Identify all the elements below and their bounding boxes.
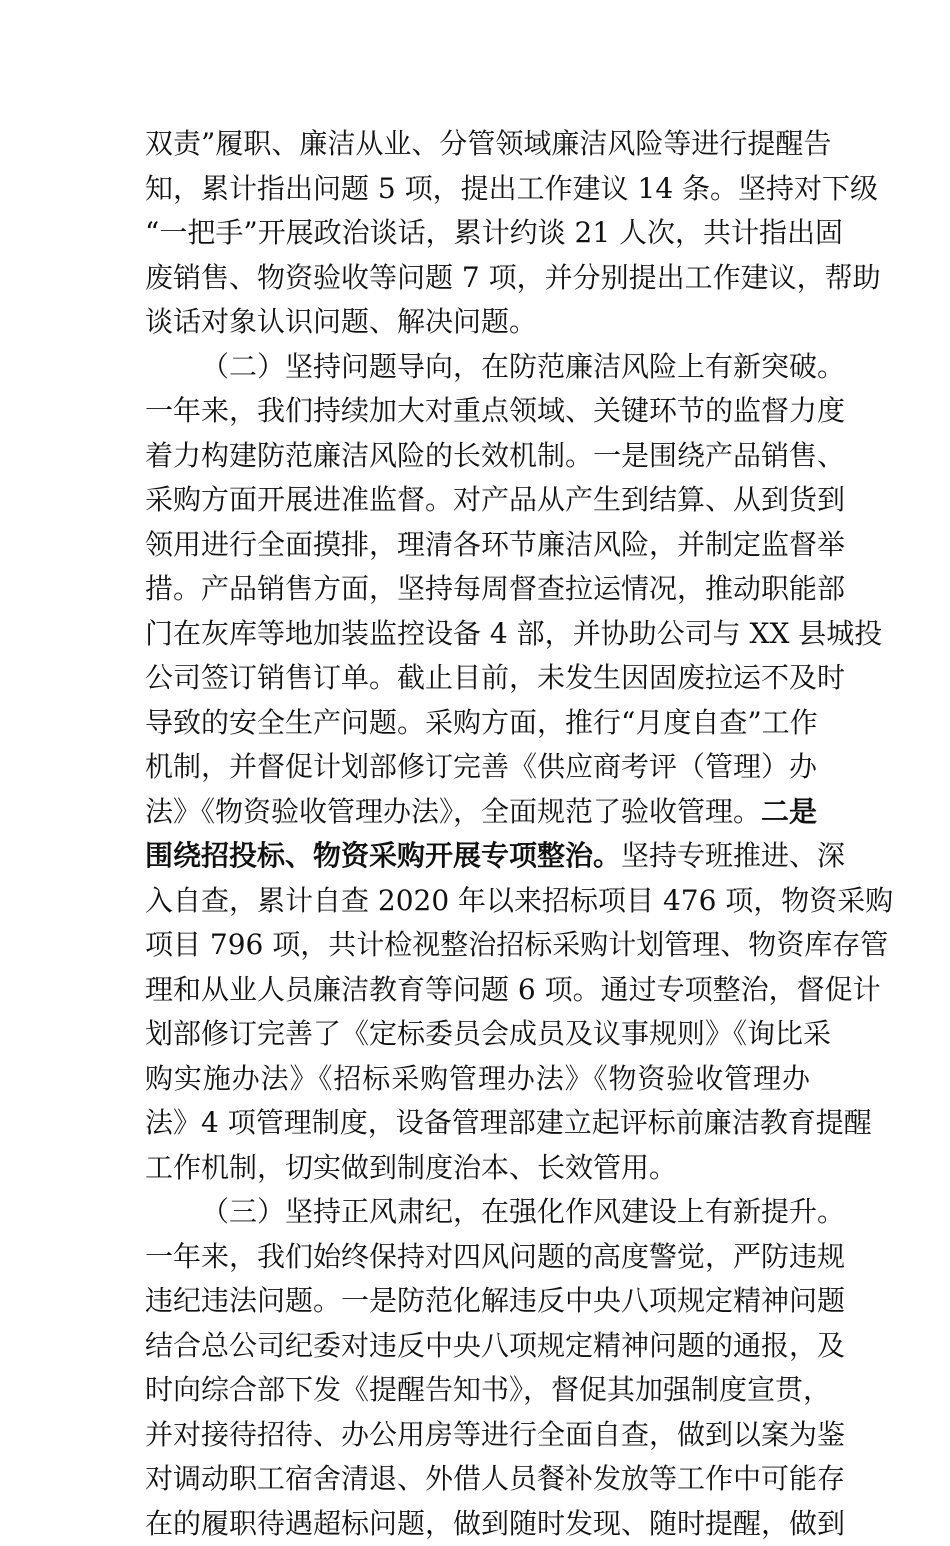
paragraph-line <box>145 1101 810 1146</box>
paragraph-line <box>145 1413 810 1458</box>
text-segment: 划部修订完善了《定标委员会成员及议事规则》《询比采 <box>145 1017 831 1050</box>
paragraph-line <box>145 122 810 167</box>
text-segment: 机制，并督促计划部修订完善《供应商考评（管理）办 <box>145 750 817 783</box>
text-segment: 废销售、物资验收等问题 7 项，并分别提出工作建议，帮助 <box>145 261 881 294</box>
paragraph-line <box>145 834 810 879</box>
section-heading-line <box>145 1190 810 1235</box>
text-segment: 时向综合部下发《提醒告知书》，督促其加强制度宣贯， <box>145 1373 831 1406</box>
text-segment: 双责”履职、廉洁从业、分管领域廉洁风险等进行提醒告 <box>145 127 831 160</box>
paragraph-line <box>145 1057 810 1102</box>
text-segment: 违纪违法问题。一是防范化解违反中央八项规定精神问题 <box>145 1284 845 1317</box>
text-segment: 领用进行全面摸排，理清各环节廉洁风险，并制定监督举 <box>145 528 845 561</box>
text-segment: 对调动职工宿舍清退、外借人员餐补发放等工作中可能存 <box>145 1462 845 1495</box>
paragraph-line <box>145 656 810 701</box>
text-segment: 项目 796 项，共计检视整治招标采购计划管理、物资库存管 <box>145 928 888 961</box>
text-segment: “一把手”开展政治谈话，累计约谈 21 人次，共计指出固 <box>145 216 843 249</box>
paragraph-line <box>145 1012 810 1057</box>
text-segment: 结合总公司纪委对违反中央八项规定精神问题的通报，及 <box>145 1329 845 1362</box>
paragraph-line <box>145 389 810 434</box>
text-segment: 工作机制，切实做到制度治本、长效管用。 <box>145 1151 677 1184</box>
text-segment: 公司签订销售订单。截止目前，未发生因固废拉运不及时 <box>145 661 845 694</box>
paragraph-line <box>145 968 810 1013</box>
paragraph-line <box>145 523 810 568</box>
text-segment: 采购方面开展进准监督。对产品从产生到结算、从到货到 <box>145 483 845 516</box>
bold-text: 围绕招投标、物资采购开展专项整治。 <box>145 839 621 872</box>
paragraph-line <box>145 790 810 835</box>
text-segment: 门在灰库等地加装监控设备 4 部，并协助公司与 XX 县城投 <box>145 617 882 650</box>
paragraph-line <box>145 434 810 479</box>
text-segment: 购实施办法》《招标采购管理办法》《物资验收管理办 <box>145 1062 810 1095</box>
text-segment: 理和从业人员廉洁教育等问题 6 项。通过专项整治，督促计 <box>145 973 881 1006</box>
paragraph-line <box>145 612 810 657</box>
paragraph-line <box>145 1502 810 1546</box>
text-segment: 在的履职待遇超标问题，做到随时发现、随时提醒，做到 <box>145 1507 845 1540</box>
text-segment: （二）坚持问题导向，在防范廉洁风险上有新突破。 <box>201 350 845 383</box>
paragraph-line <box>145 211 810 256</box>
paragraph-line <box>145 745 810 790</box>
text-segment: 知，累计指出问题 5 项，提出工作建议 14 条。坚持对下级 <box>145 172 878 205</box>
paragraph-line <box>145 701 810 746</box>
paragraph-line <box>145 1279 810 1324</box>
text-segment: 法》《物资验收管理办法》，全面规范了验收管理。 <box>145 795 761 828</box>
text-segment: 一年来，我们始终保持对四风问题的高度警觉，严防违规 <box>145 1240 845 1273</box>
text-segment: 法》4 项管理制度，设备管理部建立起评标前廉洁教育提醒 <box>145 1106 872 1139</box>
paragraph-line <box>145 1368 810 1413</box>
text-segment: 入自查，累计自查 2020 年以来招标项目 476 项，物资采购 <box>145 884 893 917</box>
paragraph-line <box>145 1146 810 1191</box>
paragraph-line <box>145 1235 810 1280</box>
paragraph-line <box>145 1324 810 1369</box>
text-segment: 措。产品销售方面，坚持每周督查拉运情况，推动职能部 <box>145 572 845 605</box>
paragraph-line <box>145 879 810 924</box>
text-segment: 一年来，我们持续加大对重点领域、关键环节的监督力度 <box>145 394 845 427</box>
text-segment: 着力构建防范廉洁风险的长效机制。一是围绕产品销售、 <box>145 439 845 472</box>
paragraph-line <box>145 1457 810 1502</box>
text-segment: 谈话对象认识问题、解决问题。 <box>145 305 537 338</box>
text-segment: 导致的安全生产问题。采购方面，推行“月度自查”工作 <box>145 706 818 739</box>
bold-text: 二是 <box>761 795 817 828</box>
paragraph-line <box>145 256 810 301</box>
text-segment: 并对接待招待、办公用房等进行全面自查，做到以案为鉴 <box>145 1418 845 1451</box>
paragraph-line <box>145 478 810 523</box>
paragraph-line <box>145 567 810 612</box>
text-segment: （三）坚持正风肃纪，在强化作风建设上有新提升。 <box>201 1195 845 1228</box>
text-segment: 坚持专班推进、深 <box>621 839 845 872</box>
paragraph-line <box>145 167 810 212</box>
paragraph-line <box>145 300 810 345</box>
section-heading-line <box>145 345 810 390</box>
document-body <box>145 122 810 1546</box>
paragraph-line <box>145 923 810 968</box>
